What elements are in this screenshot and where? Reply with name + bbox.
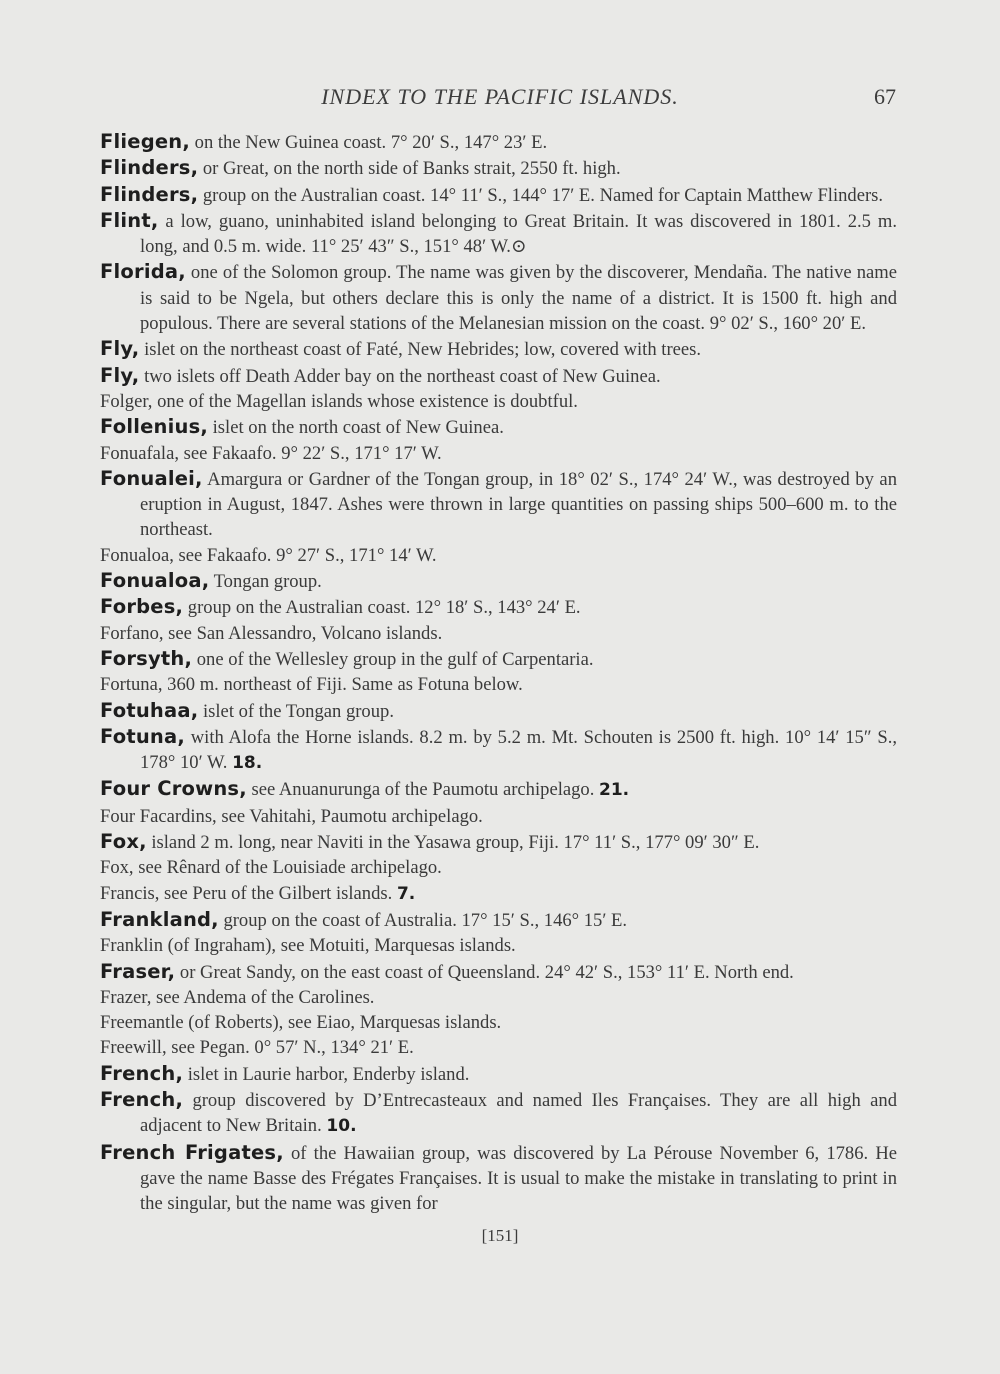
entry-description: islet on the northeast coast of Faté, New Hebrides; low, covered with trees. — [139, 339, 702, 361]
entry-description: island 2 m. long, near Naviti in the Yasawa group, Fiji. 17° 11′ S., 177° 09′ 30″ E. — [146, 832, 760, 854]
entry-headword: Franklin — [100, 935, 164, 957]
entry-reference-number: 10. — [326, 1116, 357, 1137]
entry-headword: Fox, — [100, 857, 134, 879]
index-entry — [100, 724, 897, 777]
entry-headword: Forfano, — [100, 622, 164, 644]
entry-description: a low, guano, uninhabited island belonging to Great Britain. It was discovered in 1801. 2.5 m. long, and 0.5 m. wide. 11° 25′ 43″ S., 151° 48′ W.⊙ — [140, 210, 897, 258]
index-entry — [100, 594, 897, 620]
entry-description: group on the Australian coast. 12° 18′ S., 143° 24′ E. — [183, 597, 581, 619]
entry-headword: Fly, — [100, 337, 140, 361]
entry-description: islet of the Tongan group. — [198, 700, 394, 722]
index-entry — [100, 129, 897, 155]
index-entry — [100, 543, 897, 568]
entry-reference-number: 21. — [599, 780, 630, 801]
entry-headword: Flint, — [100, 208, 159, 232]
entry-description: on the New Guinea coast. 7° 20′ S., 147° 23′ E. — [190, 132, 548, 153]
entry-description: two islets off Death Adder bay on the northeast coast of New Guinea. — [139, 365, 661, 387]
index-entry — [100, 776, 897, 803]
index-entry — [100, 985, 897, 1010]
entry-headword: French, — [100, 1087, 184, 1111]
entry-description: 360 m. northeast of Fiji. Same as Fotuna below. — [162, 674, 523, 696]
entry-description: group on the Australian coast. 14° 11′ S., 144° 17′ E. Named for Captain Matthew Flinders. — [198, 184, 884, 206]
entry-description: see Fakaafo. 9° 27′ S., 171° 14′ W. — [173, 544, 437, 566]
entry-headword: French, — [100, 1061, 184, 1085]
index-entry — [100, 933, 897, 958]
entry-headword: Fliegen, — [100, 130, 190, 153]
entry-description: one of the Solomon group. The name was given by the discoverer, Mendaña. The native name is said to be Ngela, but others declare this is only the name of a district. It is 1500 ft. high and populous. There are several stations of the Melanesian mission on the coast. 9° 02′ S., 160° 20′ E. — [140, 262, 897, 335]
entry-headword: Fraser, — [100, 959, 176, 983]
index-entry — [100, 466, 897, 543]
index-entry — [100, 363, 897, 389]
entry-reference-number: 18. — [232, 753, 263, 774]
entry-headword: Fonuafala, — [100, 442, 179, 464]
entry-description: or Great, on the north side of Banks strait, 2550 ft. high. — [198, 158, 621, 180]
entry-headword: Follenius, — [100, 415, 208, 439]
entry-description: (of Roberts), see Eiao, Marquesas islands. — [183, 1012, 502, 1034]
index-entry — [100, 1061, 897, 1087]
index-entry — [100, 208, 897, 260]
index-entry — [100, 829, 897, 855]
index-entry — [100, 959, 897, 985]
entry-description: with Alofa the Horne islands. 8.2 m. by 5.2 m. Mt. Schouten is 2500 ft. high. 10° 14′ 15″ S., 178° 10′ W. — [140, 726, 897, 774]
entry-headword: Frazer, — [100, 986, 152, 1008]
index-entry — [100, 1087, 897, 1140]
entry-headword: Forbes, — [100, 595, 184, 619]
index-entry — [100, 182, 897, 208]
entry-headword: Fotuhaa, — [100, 698, 199, 722]
index-entry — [100, 441, 897, 466]
index-entry — [100, 155, 897, 181]
index-entry — [100, 804, 897, 829]
index-entry — [100, 1140, 897, 1217]
entry-reference-number: 7. — [396, 883, 416, 904]
index-entry — [100, 389, 897, 414]
index-entry — [100, 568, 897, 594]
entry-headword: Francis, — [100, 882, 160, 904]
index-entry — [100, 907, 897, 933]
entry-description: see San Alessandro, Volcano islands. — [163, 622, 443, 644]
entry-description: see Anuanurunga of the Paumotu archipelago. — [246, 779, 600, 801]
running-title: INDEX TO THE PACIFIC ISLANDS. — [321, 84, 679, 109]
entry-description: group on the coast of Australia. 17° 15′ S., 146° 15′ E. — [218, 909, 628, 931]
entry-headword: Freewill, — [100, 1037, 167, 1059]
index-entry — [100, 414, 897, 440]
entry-headword: Fonualoa, — [100, 569, 210, 593]
index-entry — [100, 672, 897, 697]
entry-headword: Fly, — [100, 363, 140, 387]
index-entry — [100, 881, 897, 907]
entry-description: one of the Wellesley group in the gulf of Carpentaria. — [192, 648, 594, 670]
entry-description: see Rênard of the Louisiade archipelago. — [133, 857, 442, 879]
entry-description: (of Ingraham), see Motuiti, Marquesas islands. — [163, 935, 516, 957]
entry-description: islet in Laurie harbor, Enderby island. — [183, 1063, 470, 1085]
index-entry — [100, 259, 897, 336]
entry-description: islet on the north coast of New Guinea. — [207, 417, 504, 439]
entry-description: group discovered by D’Entrecasteaux and named Iles Françaises. They are all high and adjacent to New Britain. — [140, 1089, 897, 1137]
entry-headword: Four Facardins, — [100, 805, 217, 827]
index-entry — [100, 336, 897, 362]
entry-description: of the Hawaiian group, was discovered by La Pérouse November 6, 1786. He gave the name Basse des Frégates Françaises. It is usual to make the mistake in translating to print in the singular, but the name was given for — [140, 1142, 898, 1215]
entry-headword: Fotuna, — [100, 724, 185, 748]
entry-headword: Fonualei, — [100, 466, 203, 490]
entry-headword: Flinders, — [100, 182, 199, 206]
index-entry — [100, 1010, 897, 1035]
index-entry — [100, 621, 897, 646]
running-head — [100, 84, 900, 114]
entry-headword: Florida, — [100, 260, 186, 284]
entry-description: see Andema of the Carolines. — [151, 986, 375, 1008]
page-number: 67 — [874, 84, 896, 109]
entry-headword: Fonualoa, — [100, 544, 174, 566]
entry-headword: Flinders, — [100, 156, 199, 180]
entry-headword: Frankland, — [100, 907, 219, 931]
entry-headword: French Frigates, — [100, 1140, 284, 1164]
entry-headword: Four Crowns, — [100, 777, 247, 801]
index-entry — [100, 646, 897, 672]
entry-headword: Freemantle — [100, 1012, 184, 1034]
entry-headword: Forsyth, — [100, 646, 193, 670]
entry-description: one of the Magellan islands whose existence is doubtful. — [152, 390, 578, 412]
entry-description: Amargura or Gardner of the Tongan group, in 18° 02′ S., 174° 24′ W., was destroyed by an eruption in August, 1847. Ashes were thrown in large quantities on passing ships 500–600 m. to the northeast. — [140, 468, 897, 541]
index-entries — [100, 129, 897, 1216]
index-entry — [100, 1035, 897, 1060]
entry-headword: Fortuna, — [100, 674, 163, 696]
index-entry — [100, 855, 897, 880]
entry-headword: Folger, — [100, 390, 153, 412]
index-entry — [100, 698, 897, 724]
entry-description: see Peru of the Gilbert islands. — [159, 882, 397, 904]
entry-description: see Fakaafo. 9° 22′ S., 171° 17′ W. — [179, 442, 442, 464]
printer-signature: [151] — [481, 1226, 519, 1245]
entry-description: or Great Sandy, on the east coast of Queensland. 24° 42′ S., 153° 11′ E. North end. — [175, 961, 794, 983]
entry-description: see Pegan. 0° 57′ N., 134° 21′ E. — [166, 1037, 414, 1059]
entry-description: see Vahitahi, Paumotu archipelago. — [216, 805, 483, 827]
entry-description: Tongan group. — [209, 571, 322, 593]
entry-headword: Fox, — [100, 830, 147, 854]
